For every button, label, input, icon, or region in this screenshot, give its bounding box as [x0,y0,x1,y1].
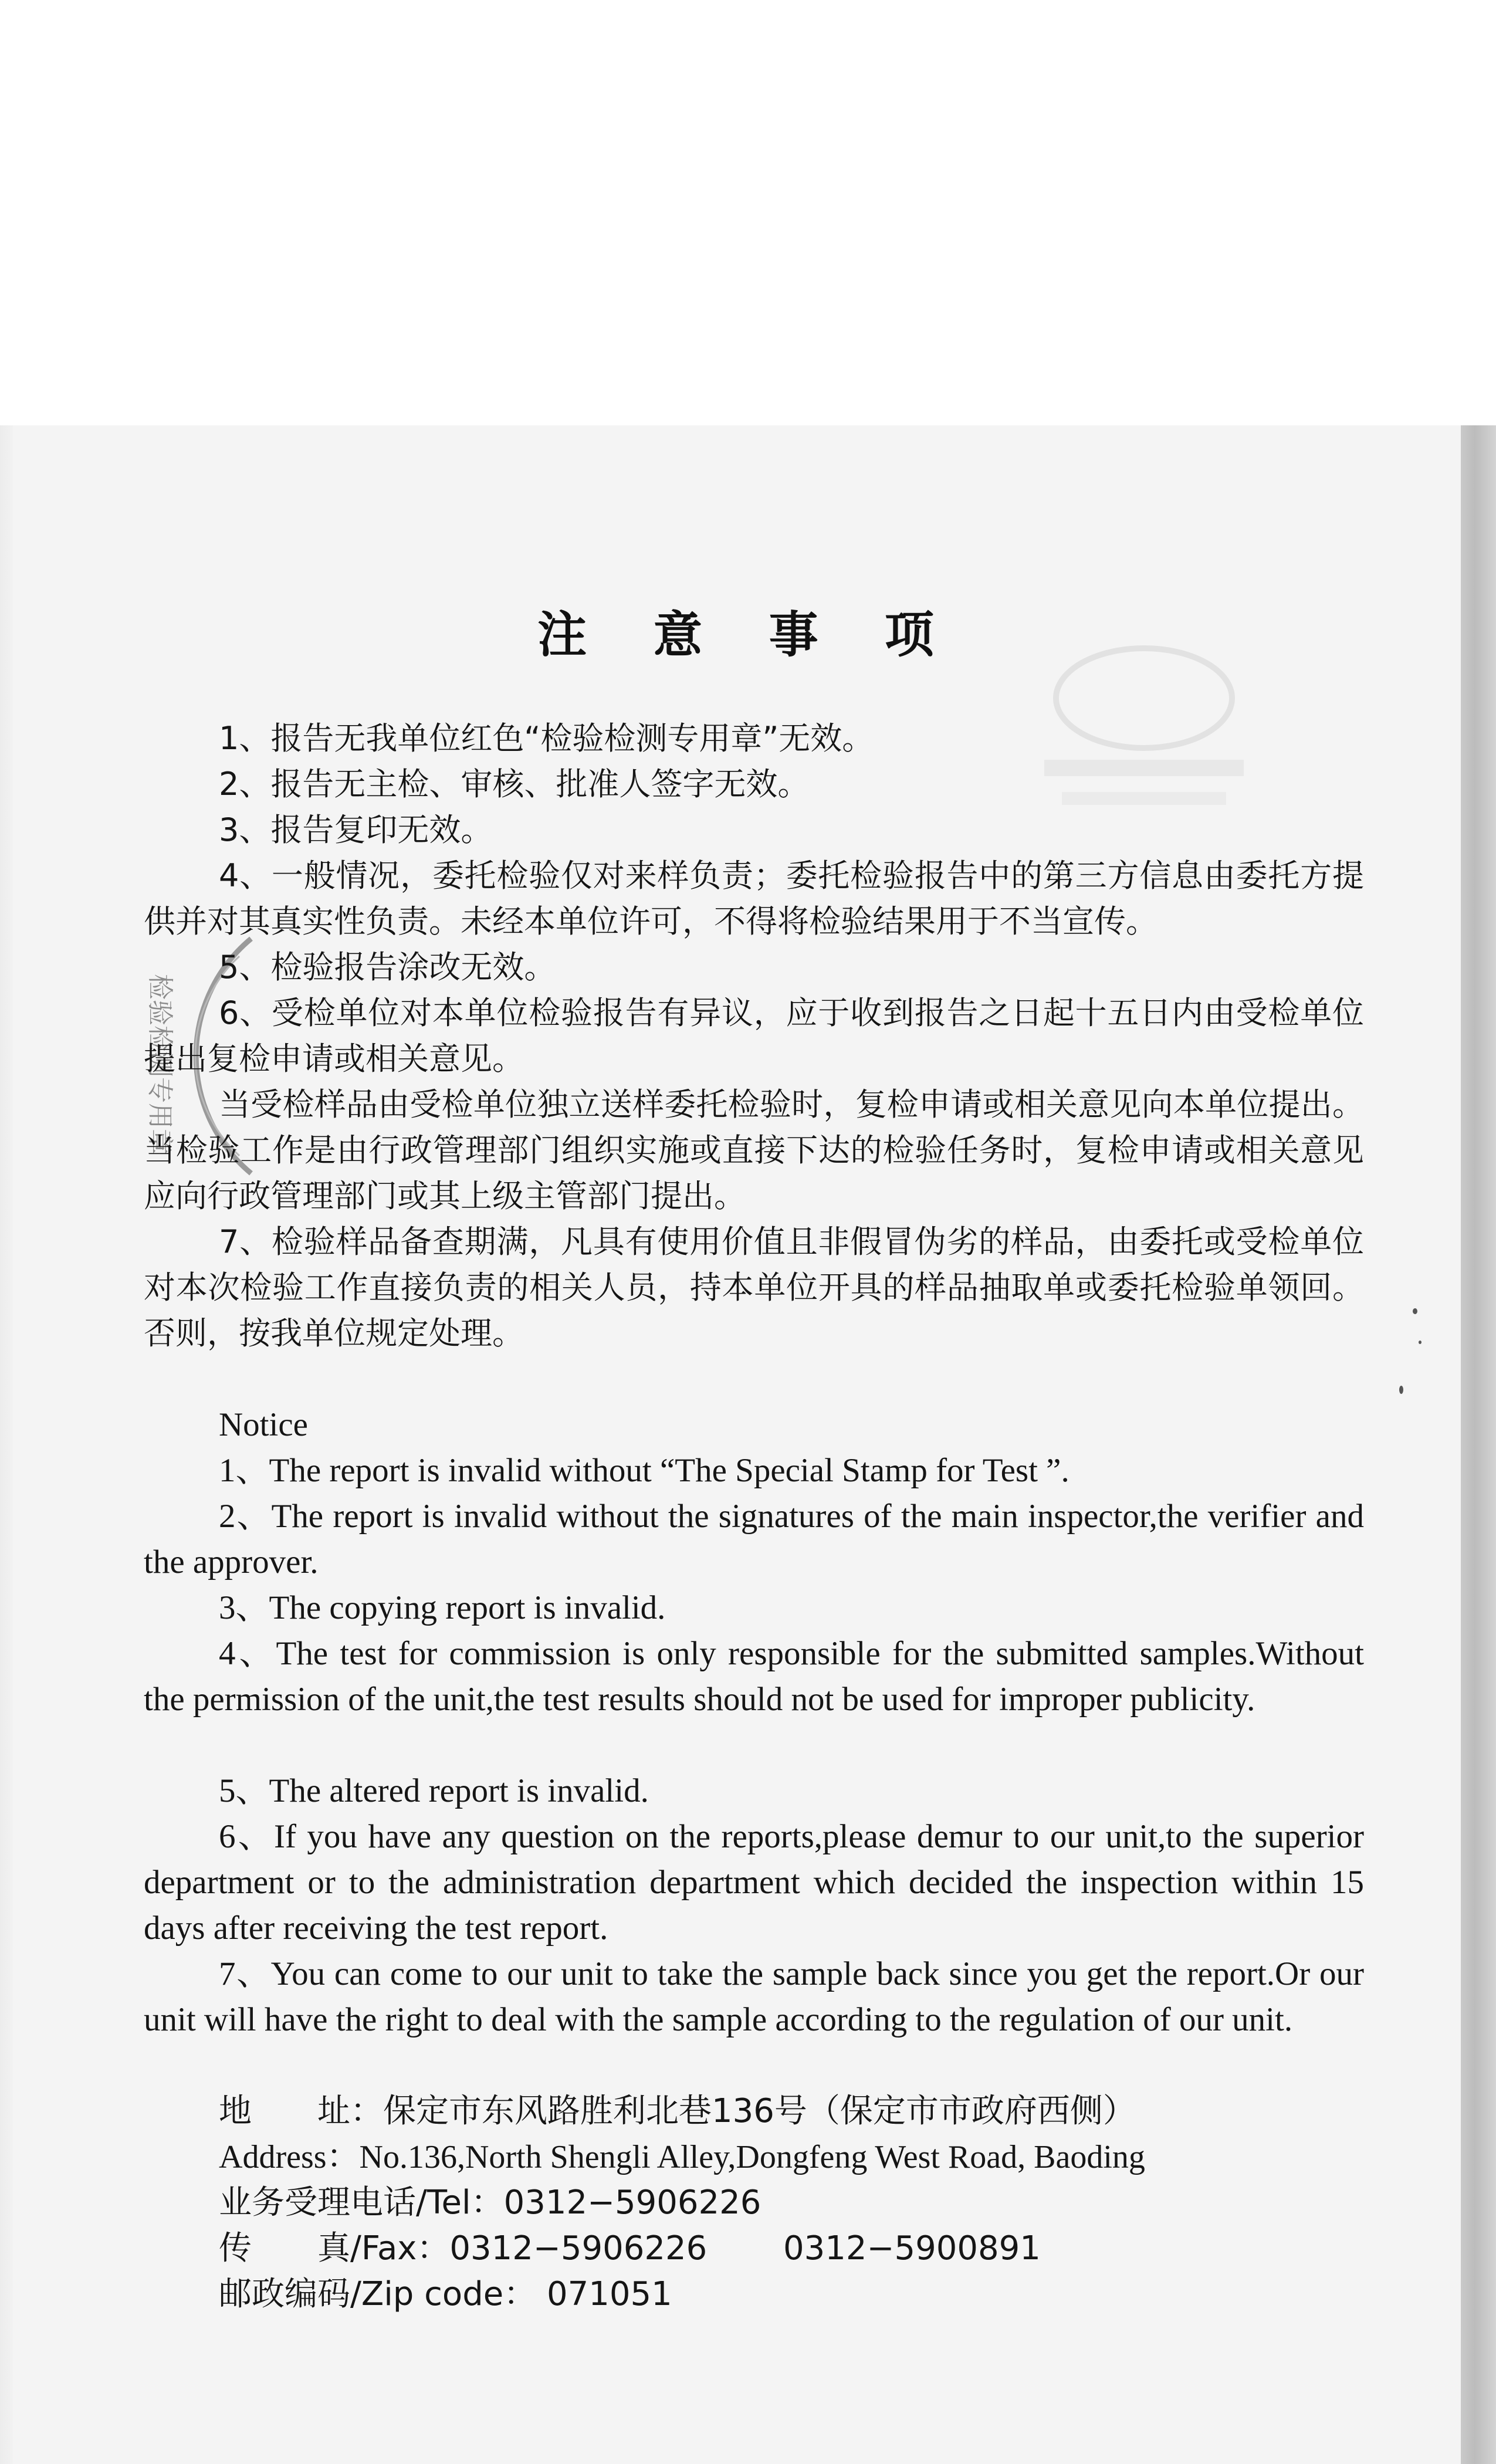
notice-heading-en: Notice [219,1406,308,1443]
notice-cn-2: 2、报告无主检、审核、批准人签字无效。 [219,766,810,803]
page-left-edge [0,425,13,2464]
page-right-edge [1461,425,1496,2464]
notice-en-4: 4、The test for commission is only responsible for the submitted samples.Without the permission of the unit,the test results should not be used for improper publicity. [144,1635,1364,1718]
address-cn: 地 址：保定市东风路胜利北巷136号（保定市市政府西侧） [219,2092,1136,2130]
seal-stamp-text: 检验检测专用章 [145,974,175,1155]
notice-cn-6: 6、受检单位对本单位检验报告有异议，应于收到报告之日起十五日内由受检单位提出复检申请或相关意见。 [144,994,1364,1077]
scan-speck [1399,1386,1403,1394]
scan-speck [1413,1308,1417,1314]
fax-line: 传 真/Fax：0312−5906226 0312−5900891 [219,2229,1041,2267]
notice-en-1: 1、The report is invalid without “The Special Stamp for Test ”. [219,1452,1069,1489]
page-title: 注 意 事 项 [537,606,959,664]
notice-cn-6-supplement: 当受检样品由受检单位独立送样委托检验时，复检申请或相关意见向本单位提出。当检验工作是由行政管理部门组织实施或直接下达的检验任务时，复检申请或相关意见应向行政管理部门或其上级主管部门提出。 [144,1086,1364,1214]
notice-en-2: 2、The report is invalid without the signatures of the main inspector,the verifier and the approver. [144,1498,1364,1580]
notice-en-7: 7、You can come to our unit to take the sample back since you get the report.Or our unit will have the right to deal with the sample according to the regulation of our unit. [144,1955,1364,2038]
scan-speck [1419,1341,1421,1344]
blank-top-margin [0,0,1496,425]
notice-cn-4: 4、一般情况，委托检验仅对来样负责；委托检验报告中的第三方信息由委托方提供并对其真实性负责。未经本单位许可，不得将检验结果用于不当宣传。 [144,857,1364,940]
notice-cn-1: 1、报告无我单位红色“检验检测专用章”无效。 [219,720,874,757]
tel-line: 业务受理电话/Tel：0312−5906226 [219,2184,761,2222]
address-en: Address：No.136,North Shengli Alley,Dongfeng West Road, Baoding [219,2139,1145,2175]
notice-cn-3: 3、报告复印无效。 [219,811,493,848]
notice-en-5: 5、The altered report is invalid. [219,1772,649,1809]
notice-cn-5: 5、检验报告涂改无效。 [219,949,556,986]
notice-cn-7: 7、检验样品备查期满，凡具有使用价值且非假冒伪劣的样品，由委托或受检单位对本次检验工作直接负责的相关人员，持本单位开具的样品抽取单或委托检验单领回。否则，按我单位规定处理。 [144,1223,1364,1352]
notice-en-3: 3、The copying report is invalid. [219,1589,666,1626]
zip-line: 邮政编码/Zip code： 071051 [219,2275,672,2313]
notice-en-6: 6、If you have any question on the reports,please demur to our unit,to the superior department or to the administration department which decided the inspection within 15 days after receiving the test report. [144,1818,1364,1947]
